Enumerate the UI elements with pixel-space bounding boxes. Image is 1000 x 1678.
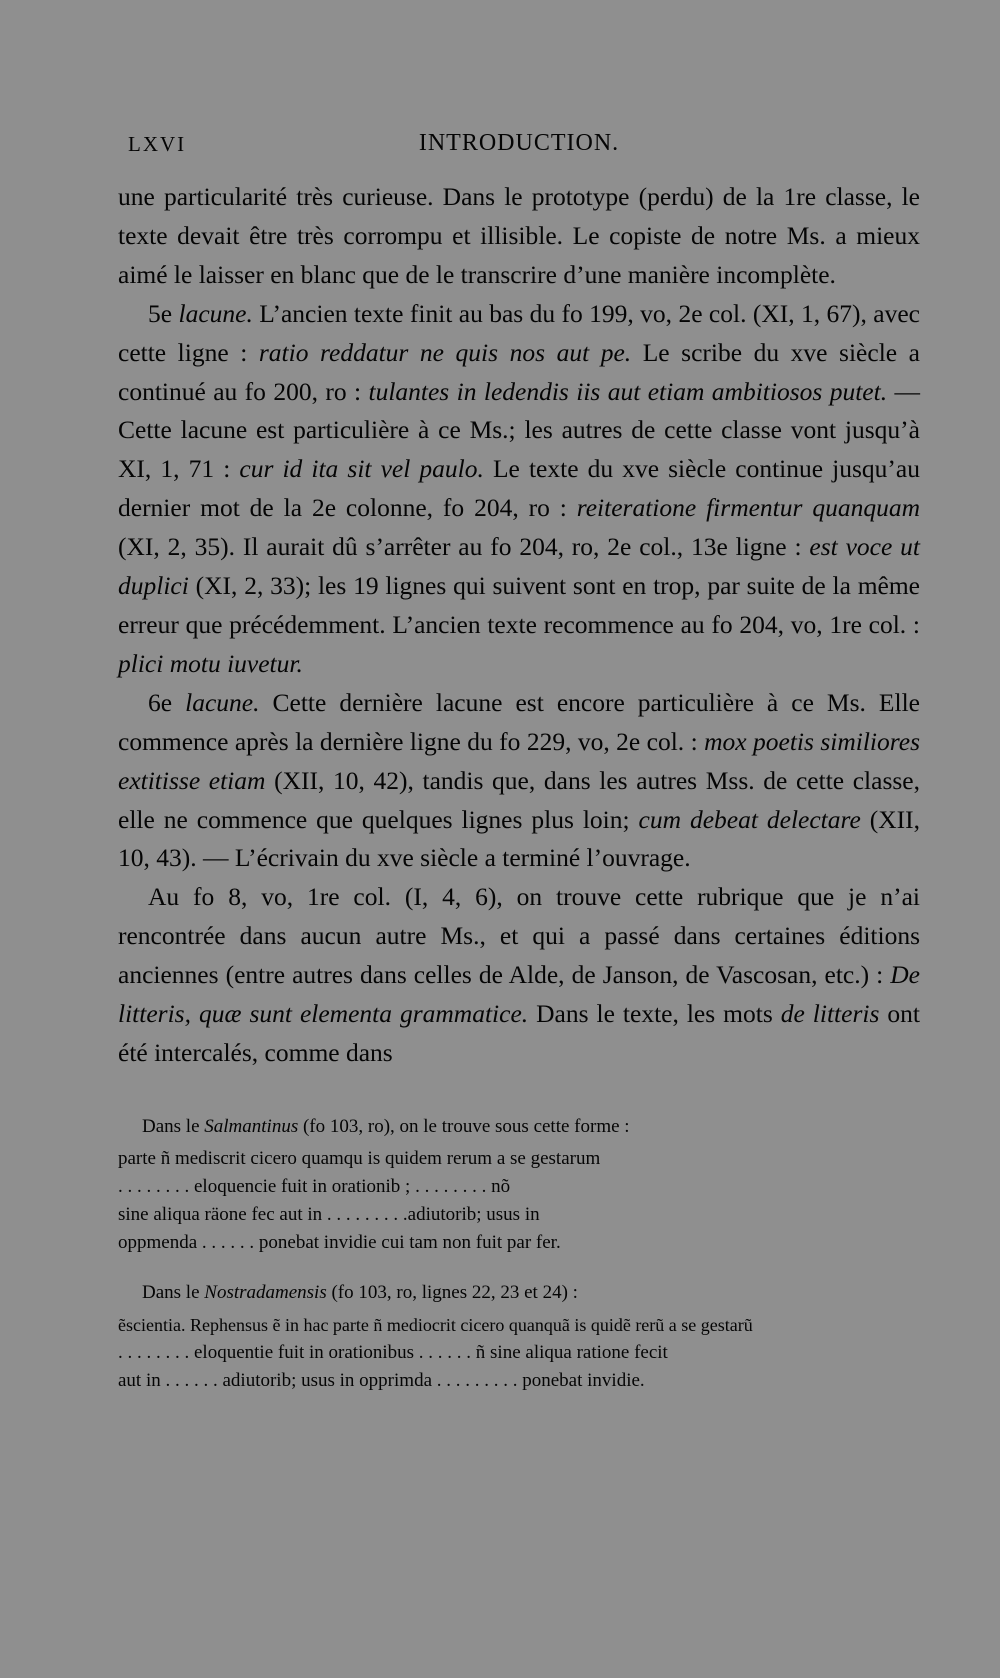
lacuna-number: 5e [148,298,173,328]
quoted-text: de litteris [780,999,880,1029]
text-run: L’ancien texte finit au bas du fo 199, vo, 2e col. (XI, 1, 67), avec cette ligne : [118,298,921,367]
quoted-text: ratio reddatur ne quis nos aut pe. [258,337,632,367]
page [118,128,920,1395]
running-title: INTRODUCTION. [418,130,620,156]
quoted-text: plici motu iuvetur. [118,648,303,678]
text-run: Dans le [142,1281,205,1303]
text-run: (XII, 10, 43). — L’écrivain du xve siècle a terminé l’ouvrage. [118,804,921,873]
quoted-text: est voce ut duplici [118,532,920,601]
text-run: Cette dernière lacune est encore particulière à ce Ms. Elle commence après la dernière ligne du fo 229, vo, 2e col. : [118,687,921,756]
text-run: Dans le [142,1115,205,1137]
paragraph-4 [118,878,920,1073]
paragraph-3 [118,684,920,879]
transcription-line: ẽscientia. Rephensus ẽ in hac parte ñ mediocrit cicero quanquã is quidẽ rerũ a se gestarũ [118,1314,753,1335]
text-run: (XII, 10, 42), tandis que, dans les autres Mss. de cette classe, elle ne commence que quelques lignes plus loin; [118,765,920,834]
text-run: (XI, 2, 35). Il aurait dû s’arrêter au fo 204, ro, 2e col., 13e ligne : [118,532,810,562]
quoted-text: cum debeat delectare [638,804,861,834]
quoted-text: cur id ita sit vel paulo. [239,454,484,484]
note-2-transcription [118,1311,920,1395]
note-1-transcription [118,1145,920,1257]
note-2-intro [118,1279,920,1307]
transcription-line: . . . . . . . . eloquentie fuit in orationibus . . . . . . ñ sine aliqua ratione fecit [118,1341,668,1363]
text-run: Le texte du xve siècle continue jusqu’au dernier mot de la 2e colonne, fo 204, ro : [118,454,920,523]
paragraph-2 [118,295,920,684]
text-run: (fo 103, ro, lignes 22, 23 et 24) : [326,1281,578,1303]
text-run: (fo 103, ro), on le trouve sous cette forme : [298,1115,630,1137]
manuscript-name: Nostradamensis [204,1281,327,1303]
footnotes [118,1113,920,1395]
text-run: ont été intercalés, comme dans [118,999,920,1067]
manuscript-name: Salmantinus [204,1115,299,1137]
note-1-intro [118,1113,920,1141]
text-run: Le scribe du xve siècle a continué au fo 200, ro : [118,337,920,406]
quoted-text: De litteris, quæ sunt elementa grammatice. [118,960,920,1029]
paragraph-1: une particularité très curieuse. Dans le prototype (perdu) de la 1re classe, le texte devait être très corrompu et illisible. Le copiste de notre Ms. a mieux aimé le laisser en blanc que de le transcrire d’une manière incomplète. [118,182,920,289]
text-run: Dans le texte, les mots [528,999,781,1029]
page-header [118,128,920,164]
transcription-line: oppmenda . . . . . . ponebat invidie cui tam non fuit par fer. [118,1231,561,1253]
transcription-line: parte ñ mediscrit cicero quamqu is quidem rerum a se gestarum [118,1147,601,1169]
text-run: Au fo 8, vo, 1re col. (I, 4, 6), on trouve cette rubrique que je n’ai rencontrée dans aucun autre Ms., et qui a passé dans certaines éditions anciennes (entre autres dans celles de Alde, de Janson, de Vascosan, etc.) : [118,882,920,990]
main-text [118,178,920,1073]
quoted-text: tulantes in ledendis iis aut etiam ambitiosos putet. [368,376,888,406]
text-run: — Cette lacune est particulière à ce Ms.; les autres de cette classe vont jusqu’à XI, 1, 71 : [118,376,920,484]
quoted-text: reiteratione firmentur quanquam [576,493,921,523]
transcription-line: . . . . . . . . eloquencie fuit in orationib ; . . . . . . . . nõ [118,1175,511,1197]
text-run: (XI, 2, 33); les 19 lignes qui suivent sont en trop, par suite de la même erreur que précédemment. L’ancien texte recommence au fo 204, vo, 1re col. : [118,571,920,639]
lacuna-number: 6e [148,687,173,717]
lacuna-label: lacune. [178,298,253,328]
quoted-text: mox poetis similiores extitisse etiam [118,726,920,795]
transcription-line: sine aliqua räone fec aut in . . . . . . . . .adiutorib; usus in [118,1203,540,1225]
lacuna-label: lacune. [185,687,260,717]
folio-number: LXVI [128,132,187,156]
transcription-line: aut in . . . . . . adiutorib; usus in opprimda . . . . . . . . . ponebat invidie. [118,1369,645,1391]
